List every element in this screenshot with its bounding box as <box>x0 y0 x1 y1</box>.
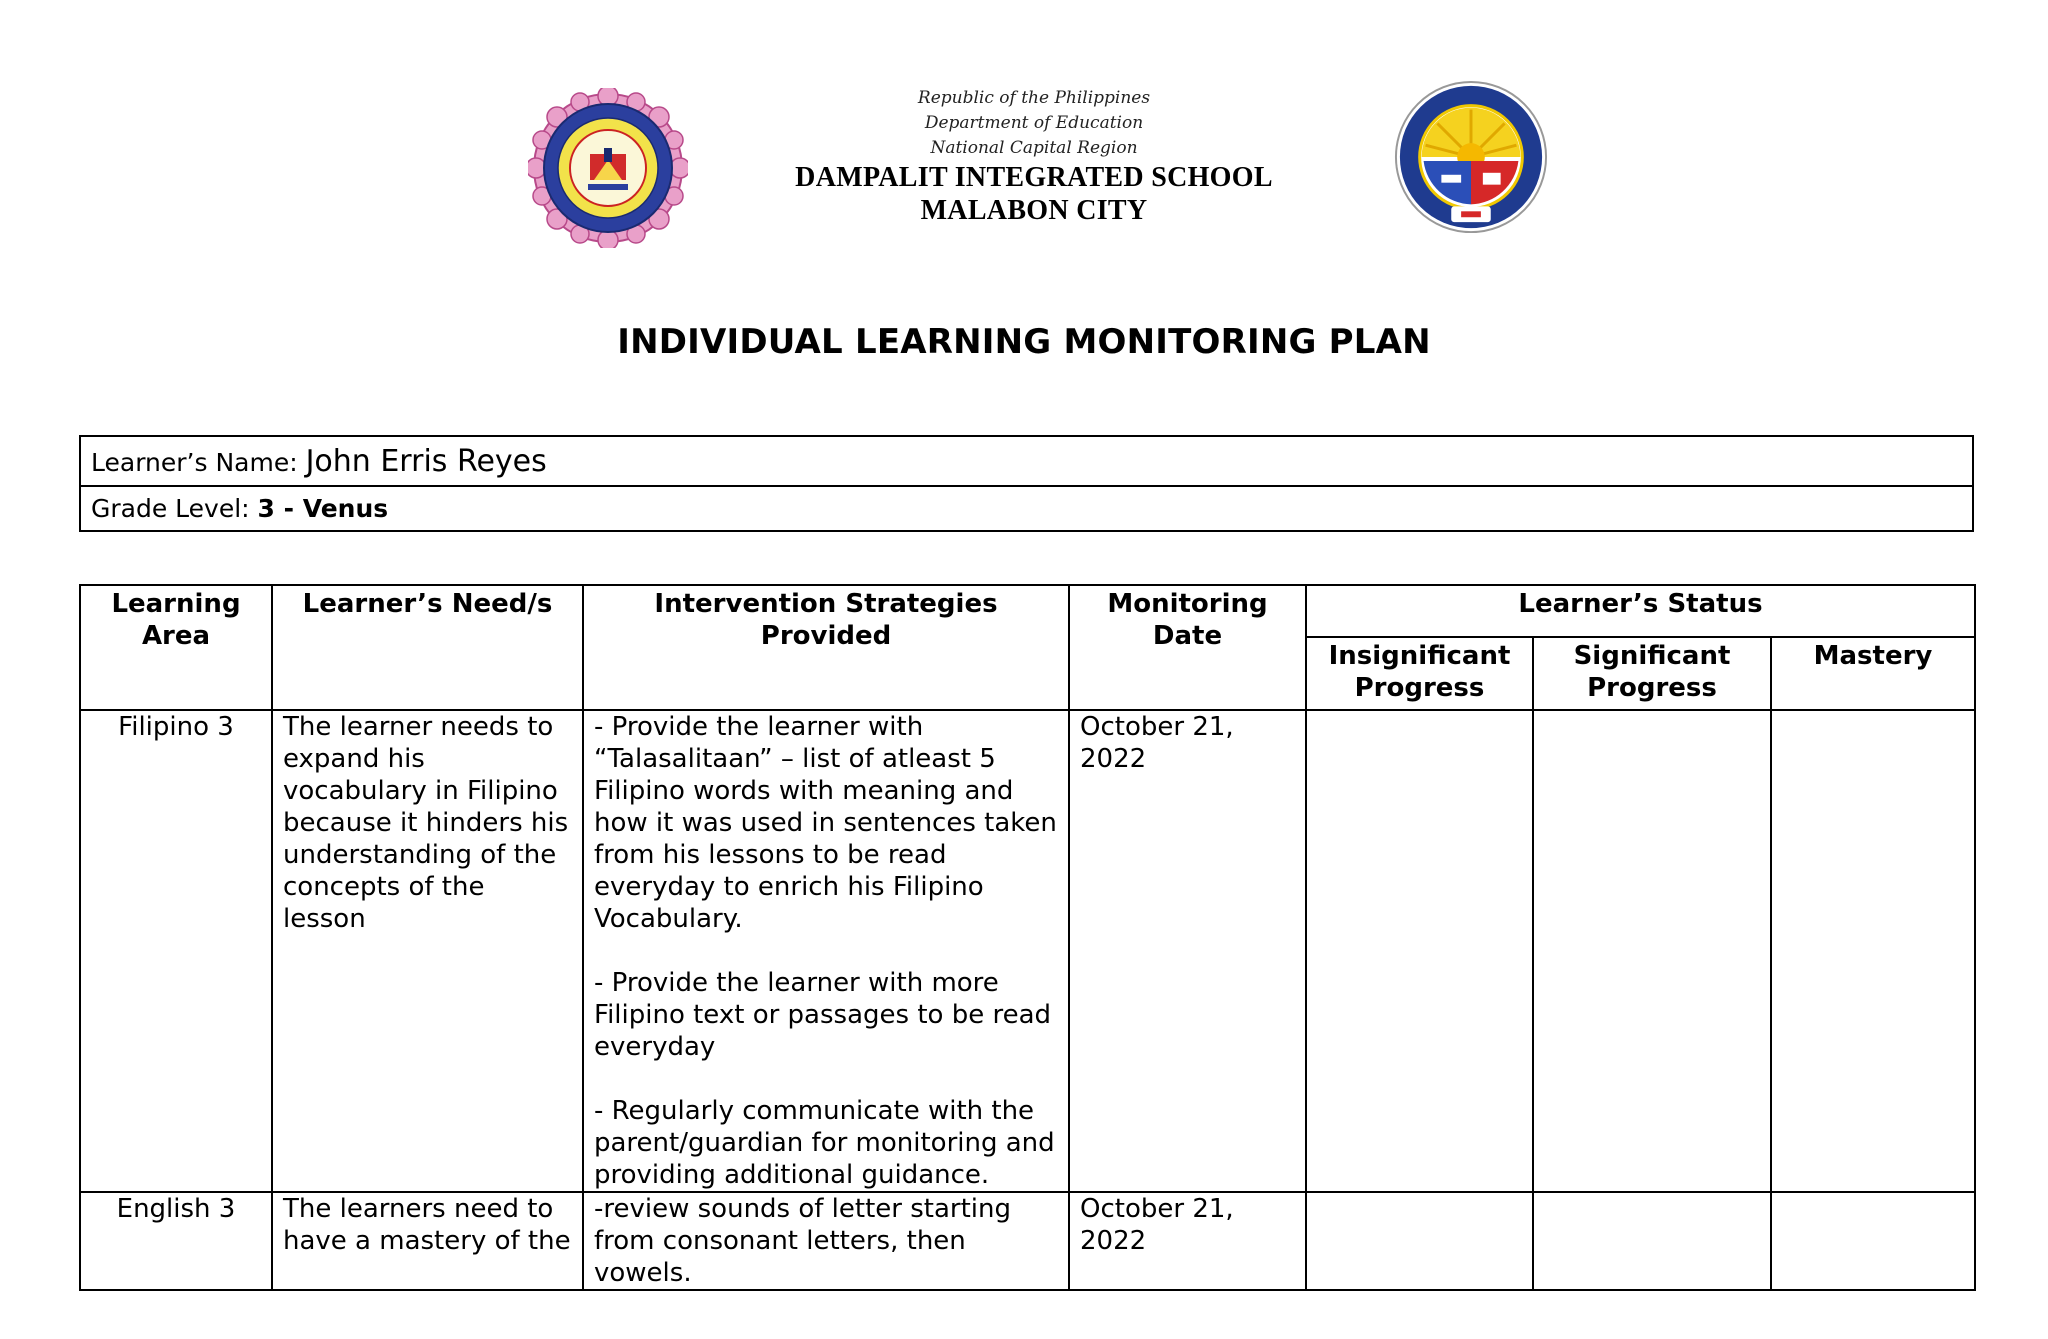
table-row <box>80 710 1975 1192</box>
grade-level-value: 3 - Venus <box>257 494 389 523</box>
header-insignificant-progress: Insignificant Progress <box>1306 637 1533 710</box>
learner-name-value: John Erris Reyes <box>305 443 547 479</box>
table-row <box>80 1192 1975 1290</box>
learner-info-table <box>79 435 1974 532</box>
header-learner-needs: Learner’s Need/s <box>272 585 583 710</box>
header-text <box>734 86 1334 227</box>
header-mastery: Mastery <box>1771 637 1975 710</box>
division-seal-icon <box>1392 78 1550 236</box>
grade-level-cell <box>80 486 1973 531</box>
learner-name-cell <box>80 436 1973 486</box>
significant-progress-cell <box>1533 1192 1771 1290</box>
header-learner-status: Learner’s Status <box>1306 585 1975 637</box>
mastery-cell <box>1771 1192 1975 1290</box>
school-city: MALABON CITY <box>920 195 1148 226</box>
school-seal-icon <box>528 88 688 248</box>
monitoring-date-cell: October 21, 2022 <box>1069 1192 1306 1290</box>
intervention-strategies-cell <box>583 710 1069 1192</box>
header-intervention-strategies: Intervention Strategies Provided <box>583 585 1069 710</box>
significant-progress-cell <box>1533 710 1771 1192</box>
insignificant-progress-cell <box>1306 1192 1533 1290</box>
learner-name-label: Learner’s Name: <box>91 447 306 477</box>
learning-area-cell: Filipino 3 <box>80 710 272 1192</box>
document-title: INDIVIDUAL LEARNING MONITORING PLAN <box>617 322 1431 362</box>
grade-level-label: Grade Level: <box>91 494 258 523</box>
republic-line: Republic of the Philippines <box>917 88 1151 108</box>
strategy-item: - Regularly communicate with the parent/guardian for monitoring and providing additional guidance. <box>594 1096 1055 1190</box>
learner-needs-cell: The learner needs to expand his vocabulary in Filipino because it hinders his understanding of the concepts of the lesson <box>272 710 583 1192</box>
document-header <box>0 0 2048 260</box>
header-monitoring-date: Monitoring Date <box>1069 585 1306 710</box>
intervention-strategies-cell <box>583 1192 1069 1290</box>
mastery-cell <box>1771 710 1975 1192</box>
department-line: Department of Education <box>924 113 1144 133</box>
learner-needs-cell: The learners need to have a mastery of the <box>272 1192 583 1290</box>
school-name: DAMPALIT INTEGRATED SCHOOL <box>795 162 1273 193</box>
header-learning-area: Learning Area <box>80 585 272 710</box>
strategy-item: - Provide the learner with more Filipino text or passages to be read everyday <box>594 968 1052 1062</box>
learning-area-cell: English 3 <box>80 1192 272 1290</box>
monitoring-date-cell: October 21, 2022 <box>1069 710 1306 1192</box>
strategy-item: -review sounds of letter starting from consonant letters, then vowels. <box>594 1194 1012 1288</box>
insignificant-progress-cell <box>1306 710 1533 1192</box>
region-line: National Capital Region <box>930 138 1138 158</box>
header-significant-progress: Significant Progress <box>1533 637 1771 710</box>
strategy-item: - Provide the learner with “Talasalitaan” – list of atleast 5 Filipino words with meaning and how it was used in sentences taken from his lessons to be read everyday to enrich his Filipino Vocabulary. <box>594 712 1057 934</box>
monitoring-plan-table <box>79 584 1976 1291</box>
